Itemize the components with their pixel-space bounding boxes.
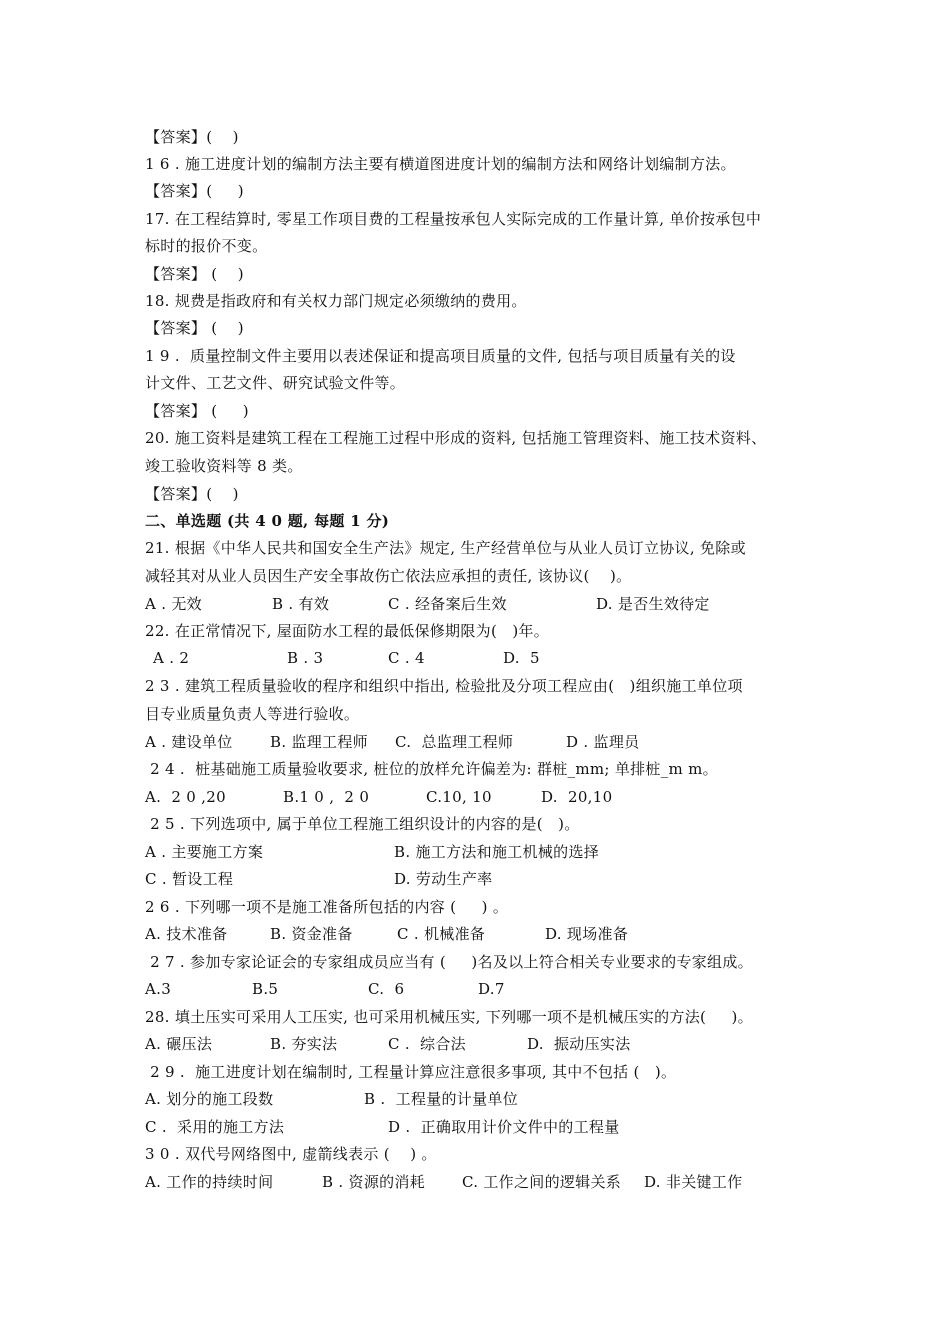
q21-option-c: C . 经备案后生效 — [388, 595, 507, 613]
answer-line-20: 【答案】( ) — [145, 485, 239, 503]
q21-option-d: D. 是否生效待定 — [596, 595, 710, 613]
q22-option-a: A . 2 — [153, 649, 190, 667]
question-17-line-1: 17. 在工程结算时, 零星工作项目费的工程量按承包人实际完成的工作量计算, 单价按承包中 — [145, 210, 762, 228]
question-25: 2 5 . 下列选项中, 属于单位工程施工组织设计的内容的是( )。 — [145, 815, 580, 833]
q25-option-d: D. 劳动生产率 — [394, 870, 493, 888]
question-21-line-1: 21. 根据《中华人民共和国安全生产法》规定, 生产经营单位与从业人员订立协议, 免除或 — [145, 539, 746, 557]
question-30: 3 0 . 双代号网络图中, 虚箭线表示 ( ) 。 — [145, 1145, 437, 1163]
q26-option-d: D. 现场准备 — [545, 925, 629, 943]
q29-option-b: B . 工程量的计量单位 — [364, 1090, 518, 1108]
q27-option-c: C. 6 — [368, 980, 405, 998]
answer-line-19: 【答案】 ( ) — [145, 402, 249, 420]
question-16: 1 6 . 施工进度计划的编制方法主要有横道图进度计划的编制方法和网络计划编制方法。 — [145, 155, 736, 173]
q23-option-c: C. 总监理工程师 — [395, 733, 514, 751]
q21-option-b: B . 有效 — [272, 595, 330, 613]
q25-option-c: C . 暂设工程 — [145, 870, 234, 888]
question-21-line-2: 减轻其对从业人员因生产安全事故伤亡依法应承担的责任, 该协议( )。 — [145, 567, 632, 585]
answer-line-18: 【答案】 ( ) — [145, 319, 244, 337]
q25-option-a: A . 主要施工方案 — [145, 843, 264, 861]
question-23-line-2: 目专业质量负责人等进行验收。 — [145, 705, 360, 723]
question-26: 2 6 . 下列哪一项不是施工准备所包括的内容 ( ) 。 — [145, 898, 509, 916]
q28-option-a: A. 碾压法 — [145, 1035, 213, 1053]
question-20-line-1: 20. 施工资料是建筑工程在工程施工过程中形成的资料, 包括施工管理资料、施工技术资料、 — [145, 429, 767, 447]
q29-option-a: A. 划分的施工段数 — [145, 1090, 274, 1108]
question-17-line-2: 标时的报价不变。 — [145, 237, 268, 255]
q22-option-c: C . 4 — [388, 649, 425, 667]
question-28: 28. 填土压实可采用人工压实, 也可采用机械压实, 下列哪一项不是机械压实的方法( )。 — [145, 1008, 753, 1026]
question-27: 2 7 . 参加专家论证会的专家组成员应当有 ( )名及以上符合相关专业要求的专家组成。 — [145, 953, 753, 971]
q22-option-d: D. 5 — [503, 649, 540, 667]
section-heading: 二、单选题 (共 4 0 题, 每题 1 分) — [145, 512, 390, 530]
q27-option-a: A.3 — [145, 980, 172, 998]
q29-option-d: D . 正确取用计价文件中的工程量 — [388, 1118, 620, 1136]
q26-option-c: C . 机械准备 — [397, 925, 486, 943]
q24-option-b: B.1 0 , 2 0 — [283, 788, 370, 806]
q30-option-b: B . 资源的消耗 — [322, 1173, 426, 1191]
question-24: 2 4 . 桩基础施工质量验收要求, 桩位的放样允许偏差为: 群桩_mm; 单排桩_m m。 — [145, 760, 718, 778]
question-29: 2 9 . 施工进度计划在编制时, 工程量计算应注意很多事项, 其中不包括 ( )。 — [145, 1063, 677, 1081]
answer-line-17: 【答案】 ( ) — [145, 265, 244, 283]
q28-option-d: D. 振动压实法 — [527, 1035, 631, 1053]
answer-line-16: 【答案】( ) — [145, 182, 244, 200]
q24-option-c: C.10, 10 — [426, 788, 492, 806]
q23-option-a: A . 建设单位 — [145, 733, 233, 751]
question-20-line-2: 竣工验收资料等 8 类。 — [145, 457, 303, 475]
q28-option-b: B. 夯实法 — [270, 1035, 338, 1053]
q30-option-a: A. 工作的持续时间 — [145, 1173, 274, 1191]
answer-line-15: 【答案】( ) — [145, 128, 239, 146]
q25-option-b: B. 施工方法和施工机械的选择 — [394, 843, 600, 861]
question-23-line-1: 2 3 . 建筑工程质量验收的程序和组织中指出, 检验批及分项工程应由( )组织施工单位项 — [145, 677, 743, 695]
q29-option-c: C . 采用的施工方法 — [145, 1118, 285, 1136]
q22-option-b: B . 3 — [287, 649, 324, 667]
q27-option-d: D.7 — [478, 980, 505, 998]
question-19-line-2: 计文件、工艺文件、研究试验文件等。 — [145, 374, 406, 392]
question-18: 18. 规费是指政府和有关权力部门规定必须缴纳的费用。 — [145, 292, 527, 310]
question-22: 22. 在正常情况下, 屋面防水工程的最低保修期限为( )年。 — [145, 622, 550, 640]
q30-option-d: D. 非关键工作 — [644, 1173, 743, 1191]
q24-option-d: D. 20,10 — [541, 788, 613, 806]
q23-option-d: D . 监理员 — [566, 733, 640, 751]
q26-option-b: B. 资金准备 — [270, 925, 353, 943]
q21-option-a: A . 无效 — [145, 595, 202, 613]
q23-option-b: B. 监理工程师 — [270, 733, 368, 751]
q27-option-b: B.5 — [252, 980, 279, 998]
question-19-line-1: 1 9 . 质量控制文件主要用以表述保证和提高项目质量的文件, 包括与项目质量有关的设 — [145, 347, 736, 365]
q24-option-a: A. 2 0 ,20 — [145, 788, 226, 806]
q26-option-a: A. 技术准备 — [145, 925, 228, 943]
q28-option-c: C . 综合法 — [388, 1035, 466, 1053]
q30-option-c: C. 工作之间的逻辑关系 — [462, 1173, 622, 1191]
